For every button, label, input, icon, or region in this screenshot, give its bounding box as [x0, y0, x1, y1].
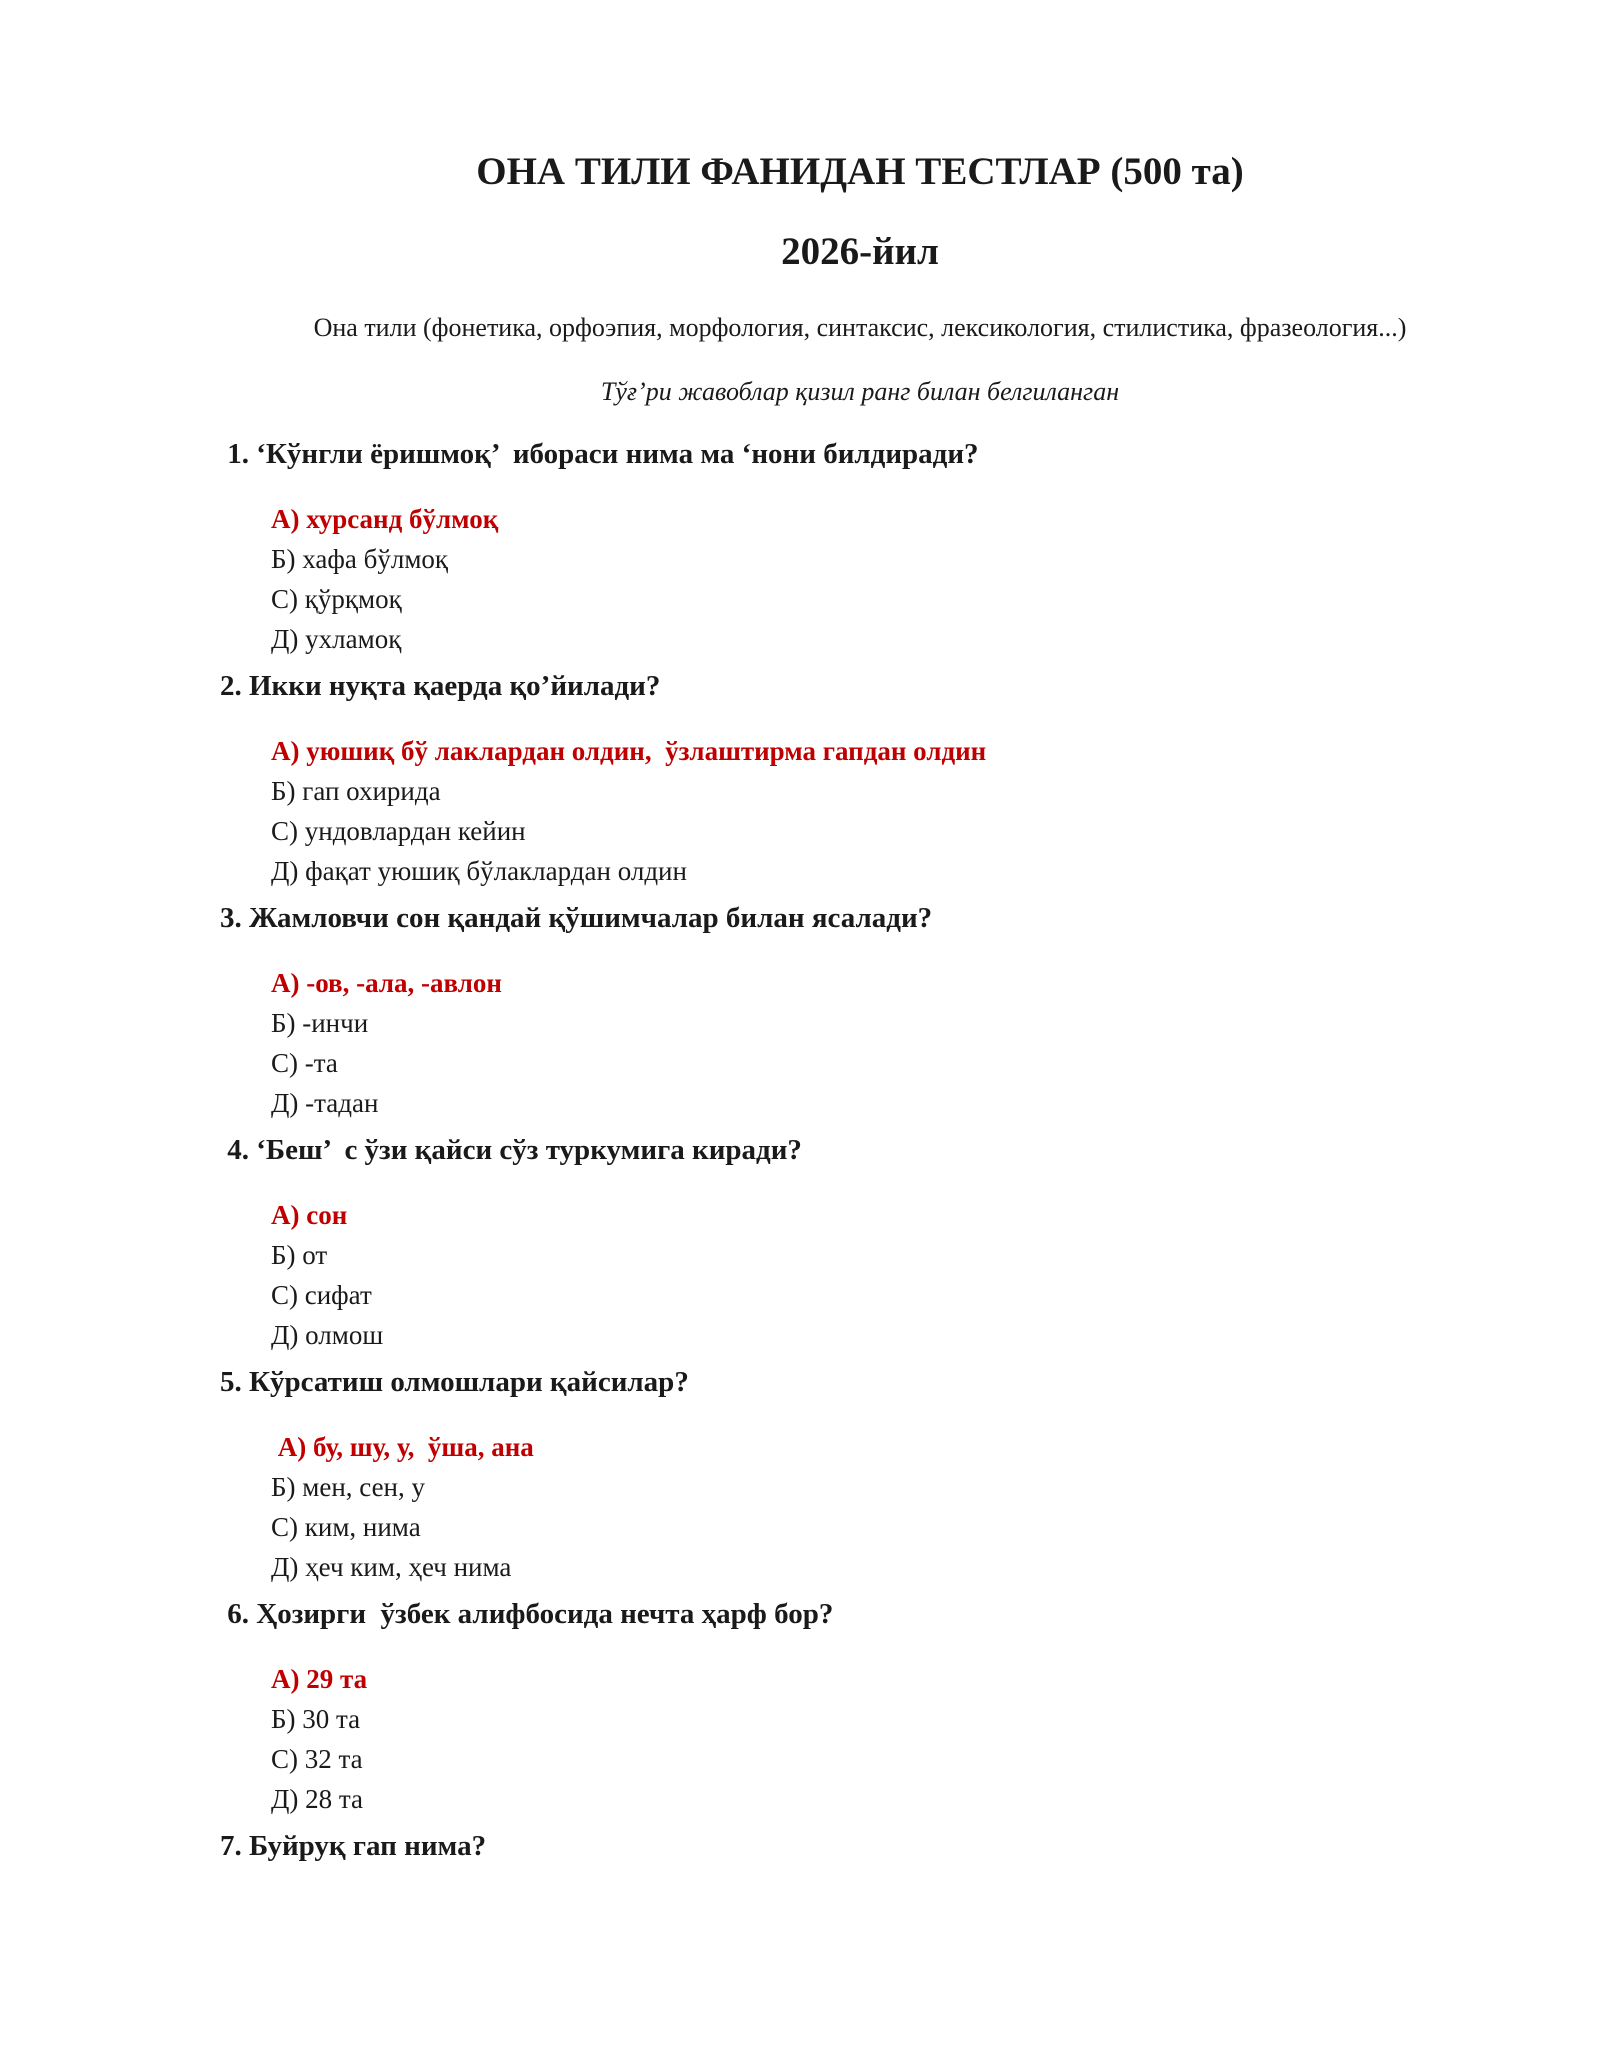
document-title: ОНА ТИЛИ ФАНИДАН ТЕСТЛАР (500 та): [476, 150, 1244, 193]
question-2: 2. Икки нуқта қаерда қо’йилади?: [220, 670, 661, 702]
question-4: 4. ‘Беш’ с ўзи қайси сўз туркумига киради?: [220, 1134, 802, 1166]
question-6: 6. Ҳозирги ўзбек алифбосида нечта ҳарф бор?: [220, 1598, 834, 1630]
document-year: 2026-йил: [781, 230, 939, 273]
question-5-option-b: Б) мен, сен, у: [271, 1472, 426, 1502]
question-3-option-b: Б) -инчи: [271, 1008, 369, 1038]
question-4-option-b: Б) от: [271, 1240, 328, 1270]
question-2-option-a-correct: А) уюшиқ бў лаклардан олдин, ўзлаштирма гапдан олдин: [271, 736, 987, 766]
question-1-option-c: С) қўрқмоқ: [271, 584, 402, 614]
question-1: 1. ‘Кўнгли ёришмоқ’ ибораси нима ма ‘нони билдиради?: [220, 438, 979, 470]
question-6-option-c: С) 32 та: [271, 1744, 363, 1774]
document-subtitle: Она тили (фонетика, орфоэпия, морфология, синтаксис, лексикология, стилистика, фразеология...): [313, 313, 1407, 342]
question-2-option-d: Д) фақат уюшиқ бўлаклардан олдин: [271, 856, 687, 886]
question-4-option-d: Д) олмош: [271, 1320, 384, 1350]
question-7: 7. Буйруқ гап нима?: [220, 1830, 487, 1862]
question-3-option-a-correct: А) -ов, -ала, -авлон: [271, 968, 502, 998]
question-4-option-c: С) сифат: [271, 1280, 372, 1310]
question-5-option-c: С) ким, нима: [271, 1512, 421, 1542]
question-5: 5. Кўрсатиш олмошлари қайсилар?: [220, 1366, 689, 1398]
question-3-option-d: Д) -тадан: [271, 1088, 379, 1118]
question-1-option-a-correct: А) хурсанд бўлмоқ: [271, 504, 499, 534]
question-5-option-d: Д) ҳеч ким, ҳеч нима: [271, 1552, 512, 1582]
question-6-option-b: Б) 30 та: [271, 1704, 361, 1734]
question-1-option-b: Б) хафа бўлмоқ: [271, 544, 449, 574]
question-5-option-a-correct: А) бу, шу, у, ўша, ана: [271, 1432, 534, 1462]
question-2-option-c: С) ундовлардан кейин: [271, 816, 526, 846]
question-4-option-a-correct: А) сон: [271, 1200, 348, 1230]
question-2-option-b: Б) гап охирида: [271, 776, 441, 806]
question-3-option-c: С) -та: [271, 1048, 338, 1078]
question-1-option-d: Д) ухламоқ: [271, 624, 402, 654]
answer-key-note: Тўғ’ри жавоблар қизил ранг билан белгиланган: [600, 377, 1120, 406]
question-6-option-a-correct: А) 29 та: [271, 1664, 368, 1694]
question-6-option-d: Д) 28 та: [271, 1784, 364, 1814]
question-3: 3. Жамловчи сон қандай қўшимчалар билан ясалади?: [220, 902, 933, 934]
